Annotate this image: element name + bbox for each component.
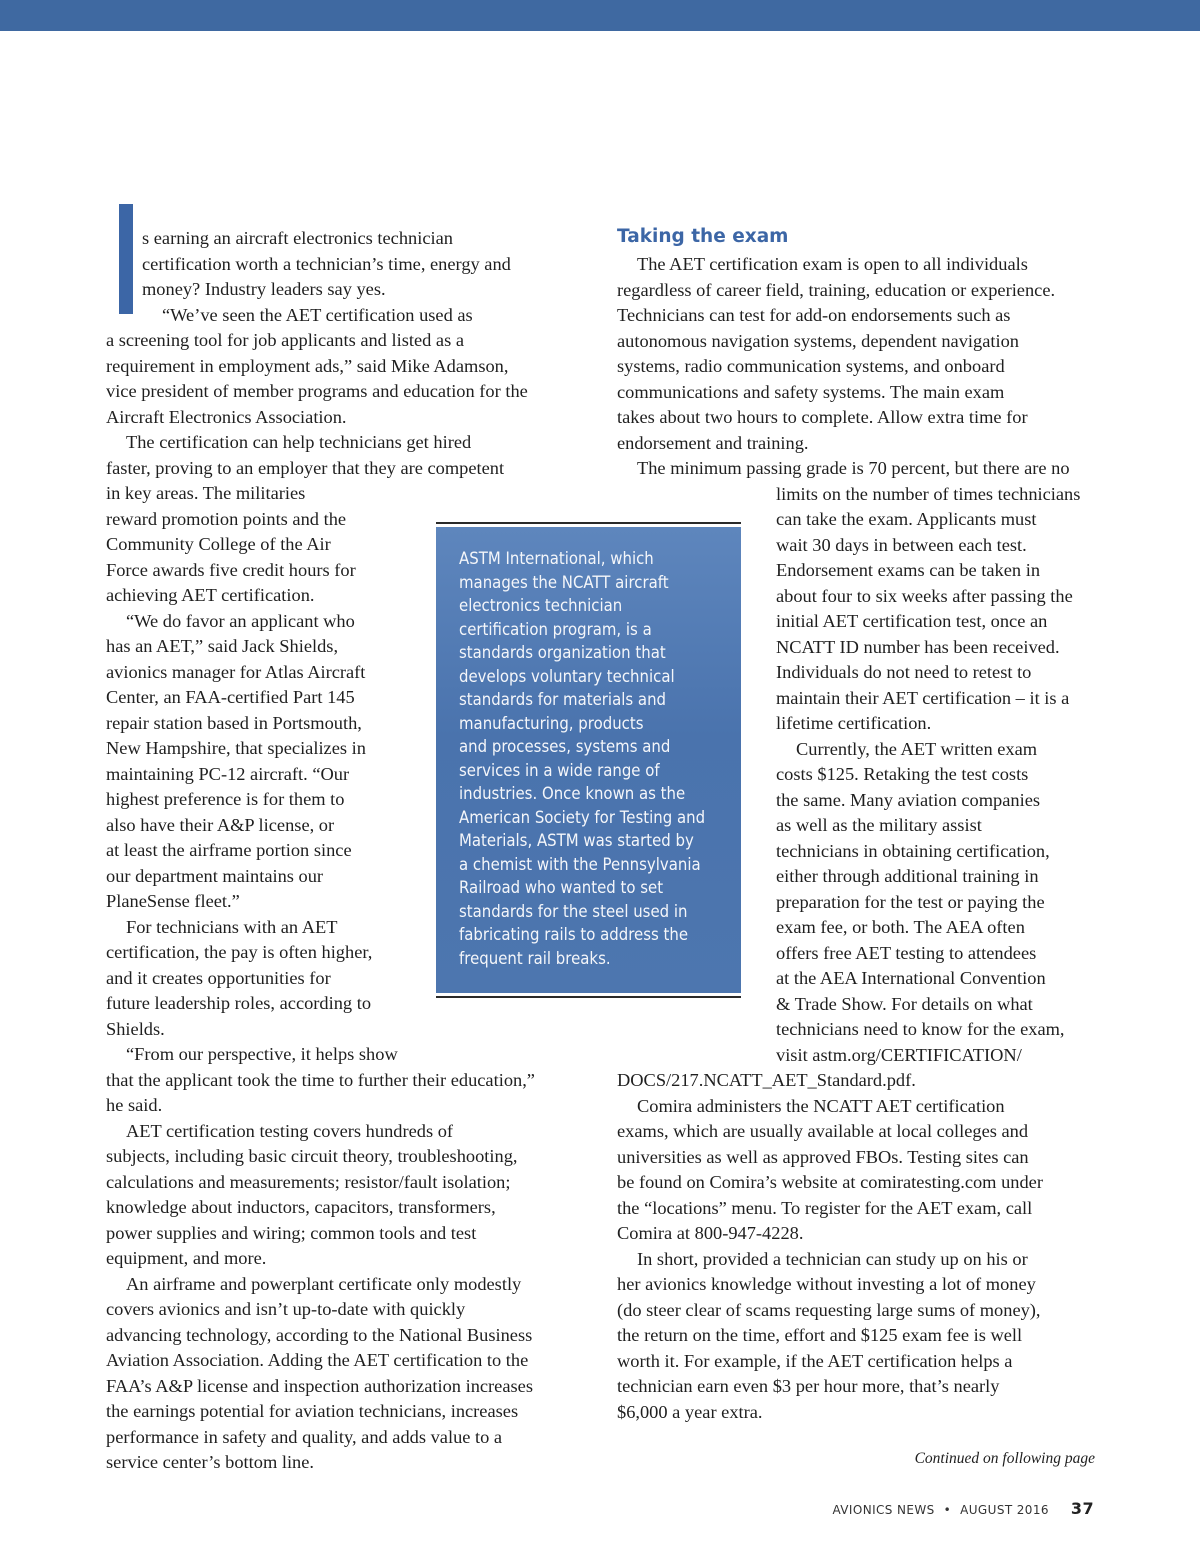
text-line: in key areas. The militaries <box>106 483 306 503</box>
text-line: offers free AET testing to attendees <box>776 942 1037 963</box>
text-line: avionics manager for Atlas Aircraft <box>106 661 366 682</box>
callout-line: ASTM International, which <box>459 549 654 568</box>
text-line: initial AET certification test, once an <box>776 611 1048 631</box>
text-line: at the AEA International Convention <box>776 968 1046 988</box>
text-line: Aviation Association. Adding the AET certification to the <box>106 1350 529 1370</box>
text-line: as well as the military assist <box>776 815 982 835</box>
text-line: An airframe and powerplant certificate only modestly <box>126 1273 522 1294</box>
callout-bottom-rule <box>436 996 741 998</box>
text-line: exam fee, or both. The AEA often <box>776 917 1025 937</box>
text-line: Comira administers the NCATT AET certification <box>637 1095 1005 1116</box>
text-line: be found on Comira’s website at comiratesting.com under <box>617 1172 1043 1192</box>
text-line: lifetime certification. <box>776 713 932 733</box>
text-line: preparation for the test or paying the <box>776 891 1045 912</box>
text-line: & Trade Show. For details on what <box>776 993 1033 1014</box>
text-line: he said. <box>106 1095 163 1115</box>
text-line: For technicians with an AET <box>126 916 338 937</box>
drop-cap-letter-i <box>119 204 133 314</box>
callout-line: electronics technician <box>459 596 623 615</box>
callout-line: Materials, ASTM was started by <box>459 831 694 850</box>
continued-note: Continued on following page <box>914 1450 1095 1467</box>
text-line: New Hampshire, that specializes in <box>106 738 366 758</box>
text-line: can take the exam. Applicants must <box>776 509 1037 529</box>
text-line: In short, provided a technician can study up on his or <box>637 1248 1028 1269</box>
text-line: systems, radio communication systems, and onboard <box>617 356 1005 376</box>
text-line: takes about two hours to complete. Allow extra time for <box>617 407 1028 427</box>
callout-line: and processes, systems and <box>459 737 671 756</box>
text-line: the return on the time, effort and $125 exam fee is well <box>617 1325 1023 1345</box>
footer-bullet: • <box>943 1503 952 1517</box>
text-line: either through additional training in <box>776 866 1039 886</box>
text-line: FAA’s A&P license and inspection authorization increases <box>106 1375 533 1396</box>
callout-line: manages the NCATT aircraft <box>459 572 669 592</box>
text-line: about four to six weeks after passing the <box>776 585 1073 606</box>
text-line: our department maintains our <box>106 865 324 886</box>
text-line: Aircraft Electronics Association. <box>106 406 347 427</box>
text-line: “We’ve seen the AET certification used as <box>162 304 473 325</box>
callout-line: fabricating rails to address the <box>459 925 689 944</box>
page-number: 37 <box>1070 1499 1094 1518</box>
text-line: autonomous navigation systems, dependent navigation <box>617 330 1019 351</box>
text-line: regardless of career field, training, education or experience. <box>617 279 1056 300</box>
text-line: subjects, including basic circuit theory, troubleshooting, <box>106 1146 518 1166</box>
text-line: DOCS/217.NCATT_AET_Standard.pdf. <box>617 1070 916 1090</box>
callout-line: standards for materials and <box>459 690 667 709</box>
text-line: vice president of member programs and education for the <box>106 381 528 401</box>
text-line: the same. Many aviation companies <box>776 789 1041 810</box>
text-line: the earnings potential for aviation technicians, increases <box>106 1401 519 1421</box>
text-line: PlaneSense fleet.” <box>106 891 240 911</box>
text-line: The minimum passing grade is 70 percent, but there are no <box>637 458 1070 478</box>
text-line: and it creates opportunities for <box>106 967 331 988</box>
text-line: wait 30 days in between each test. <box>776 534 1027 555</box>
text-line: Shields. <box>106 1018 165 1039</box>
text-line: money? Industry leaders say yes. <box>142 279 386 299</box>
text-line: technicians in obtaining certification, <box>776 840 1050 861</box>
text-line: equipment, and more. <box>106 1248 267 1268</box>
text-line: The certification can help technicians get hired <box>126 432 472 452</box>
text-line: Currently, the AET written exam <box>796 738 1038 759</box>
top-color-band <box>0 0 1200 31</box>
callout-line: frequent rail breaks. <box>459 948 611 968</box>
callout-line: American Society for Testing and <box>459 807 706 827</box>
callout-line: develops voluntary technical <box>459 666 675 686</box>
text-line: highest preference is for them to <box>106 789 345 809</box>
callout-line: certification program, is a <box>459 619 652 639</box>
callout-line: industries. Once known as the <box>459 784 686 803</box>
text-line: reward promotion points and the <box>106 508 347 529</box>
text-line: Center, an FAA-certified Part 145 <box>106 687 355 707</box>
text-line: The AET certification exam is open to all individuals <box>637 254 1028 274</box>
text-line: NCATT ID number has been received. <box>776 636 1060 657</box>
text-line: certification, the pay is often higher, <box>106 942 373 962</box>
text-line: knowledge about inductors, capacitors, transformers, <box>106 1197 496 1217</box>
text-line: advancing technology, according to the National Business <box>106 1324 533 1345</box>
section-heading: Taking the exam <box>617 226 789 247</box>
text-line: worth it. For example, if the AET certification helps a <box>617 1350 1013 1371</box>
issue-date: AUGUST 2016 <box>960 1503 1049 1517</box>
text-line: a screening tool for job applicants and listed as a <box>106 330 464 350</box>
text-line: achieving AET certification. <box>106 585 315 605</box>
text-line: maintaining PC-12 aircraft. “Our <box>106 763 350 784</box>
callout-line: a chemist with the Pennsylvania <box>459 854 701 874</box>
text-line: (do steer clear of scams requesting large sums of money), <box>617 1299 1041 1320</box>
text-line: her avionics knowledge without investing a lot of money <box>617 1274 1036 1294</box>
text-line: Community College of the Air <box>106 534 331 554</box>
text-line: calculations and measurements; resistor/fault isolation; <box>106 1171 511 1192</box>
text-line: that the applicant took the time to further their education,” <box>106 1069 535 1090</box>
text-line: maintain their AET certification – it is a <box>776 687 1070 708</box>
text-line: power supplies and wiring; common tools and test <box>106 1222 477 1243</box>
text-line: has an AET,” said Jack Shields, <box>106 636 339 656</box>
text-line: endorsement and training. <box>617 432 809 453</box>
text-line: Technicians can test for add-on endorsements such as <box>617 305 1011 325</box>
text-line: the “locations” menu. To register for the AET exam, call <box>617 1197 1033 1218</box>
text-line: faster, proving to an employer that they are competent <box>106 457 505 478</box>
callout-line: manufacturing, products <box>459 713 644 733</box>
text-line: also have their A&P license, or <box>106 814 335 835</box>
text-line: at least the airframe portion since <box>106 840 352 860</box>
text-line: technicians need to know for the exam, <box>776 1019 1065 1039</box>
text-line: “We do favor an applicant who <box>126 610 355 631</box>
page-footer <box>832 1499 1094 1518</box>
text-line: AET certification testing covers hundreds of <box>126 1120 454 1141</box>
text-line: Individuals do not need to retest to <box>776 662 1032 682</box>
text-line: exams, which are usually available at local colleges and <box>617 1121 1029 1141</box>
text-line: repair station based in Portsmouth, <box>106 712 362 733</box>
text-line: universities as well as approved FBOs. Testing sites can <box>617 1146 1029 1167</box>
text-line: performance in safety and quality, and adds value to a <box>106 1426 503 1447</box>
text-line: $6,000 a year extra. <box>617 1401 763 1422</box>
text-line: visit astm.org/CERTIFICATION/ <box>776 1044 1022 1065</box>
text-line: communications and safety systems. The main exam <box>617 381 1005 402</box>
text-line: costs $125. Retaking the test costs <box>776 764 1029 784</box>
text-line: Endorsement exams can be taken in <box>776 560 1041 580</box>
publication-name: AVIONICS NEWS <box>832 1503 935 1517</box>
callout-line: services in a wide range of <box>459 760 660 780</box>
callout-line: standards for the steel used in <box>459 901 688 921</box>
text-line: certification worth a technician’s time, energy and <box>142 253 511 274</box>
text-line: technician earn even $3 per hour more, that’s nearly <box>617 1376 1000 1396</box>
text-line: requirement in employment ads,” said Mike Adamson, <box>106 355 509 376</box>
text-line: service center’s bottom line. <box>106 1452 315 1472</box>
text-line: limits on the number of times technicians <box>776 483 1081 504</box>
text-line: Force awards five credit hours for <box>106 559 356 580</box>
text-line: s earning an aircraft electronics technician <box>142 228 453 248</box>
callout-line: Railroad who wanted to set <box>459 878 664 897</box>
callout-top-rule <box>436 522 741 524</box>
callout-line: standards organization that <box>459 643 666 662</box>
text-line: future leadership roles, according to <box>106 993 372 1013</box>
text-line: covers avionics and isn’t up-to-date with quickly <box>106 1299 466 1319</box>
text-line: Comira at 800-947-4228. <box>617 1223 804 1243</box>
text-line: “From our perspective, it helps show <box>126 1044 398 1064</box>
